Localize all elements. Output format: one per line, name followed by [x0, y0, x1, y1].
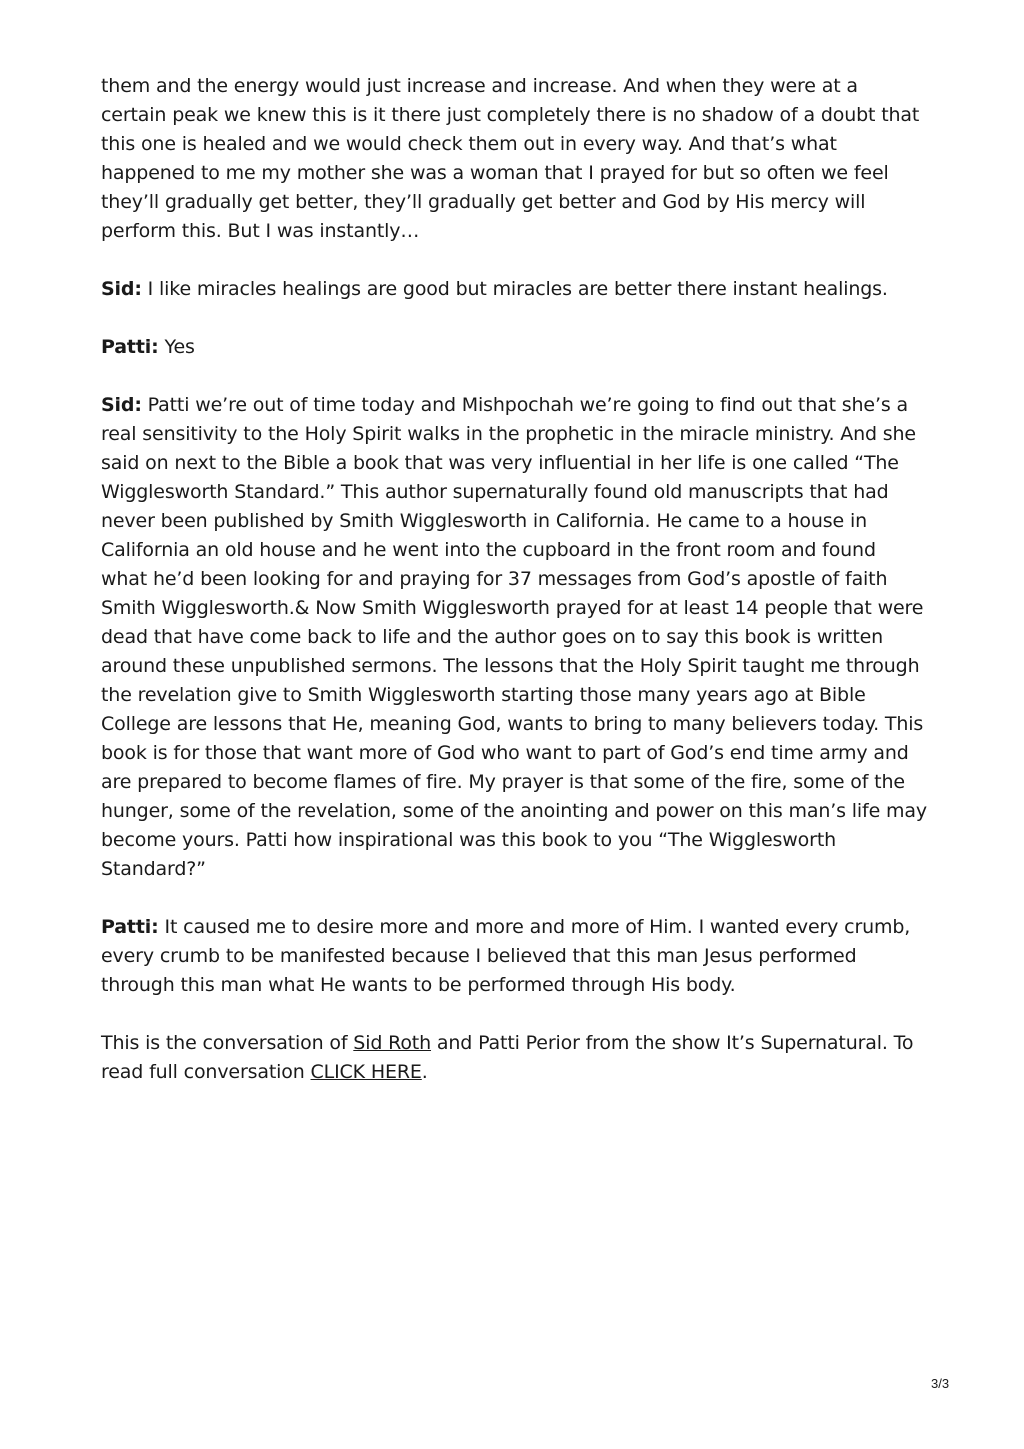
paragraph-patti-2	[101, 913, 927, 1000]
paragraph-closing	[101, 1029, 927, 1087]
paragraph-intro	[101, 72, 927, 246]
paragraph-text: It caused me to desire more and more and more of Him. I wanted every crumb, every crumb to be manifested because I believed that this man Jesus performed through this man what He wants to be performed through His body.	[101, 916, 911, 996]
speaker-label: Patti:	[101, 336, 159, 358]
document-body	[101, 72, 927, 1116]
sid-roth-link[interactable]: Sid Roth	[353, 1032, 432, 1054]
paragraph-patti-1	[101, 333, 927, 362]
paragraph-text: I like miracles healings are good but miracles are better there instant healings.	[141, 278, 888, 300]
closing-text: .	[421, 1061, 428, 1083]
paragraph-sid-2	[101, 391, 927, 884]
page-number: 3/3	[931, 1376, 950, 1391]
closing-text: This is the conversation of	[101, 1032, 354, 1054]
speaker-label: Sid:	[101, 394, 142, 416]
click-here-link[interactable]: CLICK HERE	[310, 1061, 422, 1083]
paragraph-sid-1	[101, 275, 927, 304]
speaker-label: Patti:	[101, 916, 159, 938]
paragraph-text: Yes	[158, 336, 195, 358]
speaker-label: Sid:	[101, 278, 142, 300]
paragraph-text: them and the energy would just increase and increase. And when they were at a certain peak we knew this is it there just completely there is no shadow of a doubt that this one is healed and we would check them out in every way. And that’s what happened to me my mother she was a woman that I prayed for but so often we feel they’ll gradually get better, they’ll gradually get better and God by His mercy will perform this. But I was instantly…	[101, 75, 920, 242]
paragraph-text: Patti we’re out of time today and Mishpochah we’re going to find out that she’s a real sensitivity to the Holy Spirit walks in the prophetic in the miracle ministry. And she said on next to the Bible a book that was very influential in her life is one called “The Wigglesworth Standard.” This author supernaturally found old manuscripts that had never been published by Smith Wigglesworth in California. He came to a house in California an old house and he went into the cupboard in the front room and found what he’d been looking for and praying for 37 messages from God’s apostle of faith Smith Wigglesworth.& Now Smith Wigglesworth prayed for at least 14 people that were dead that have come back to life and the author goes on to say this book is written around these unpublished sermons. The lessons that the Holy Spirit taught me through the revelation give to Smith Wigglesworth starting those many years ago at Bible College are lessons that He, meaning God, wants to bring to many believers today. This book is for those that want more of God who want to part of God’s end time army and are prepared to become flames of fire. My prayer is that some of the fire, some of the hunger, some of the revelation, some of the anointing and power on this man’s life may become yours. Patti how inspirational was this book to you “The Wigglesworth Standard?”	[101, 394, 927, 880]
closing-text: and Patti Perior from the show It’s Supernatural. To read full conversation	[101, 1032, 914, 1083]
